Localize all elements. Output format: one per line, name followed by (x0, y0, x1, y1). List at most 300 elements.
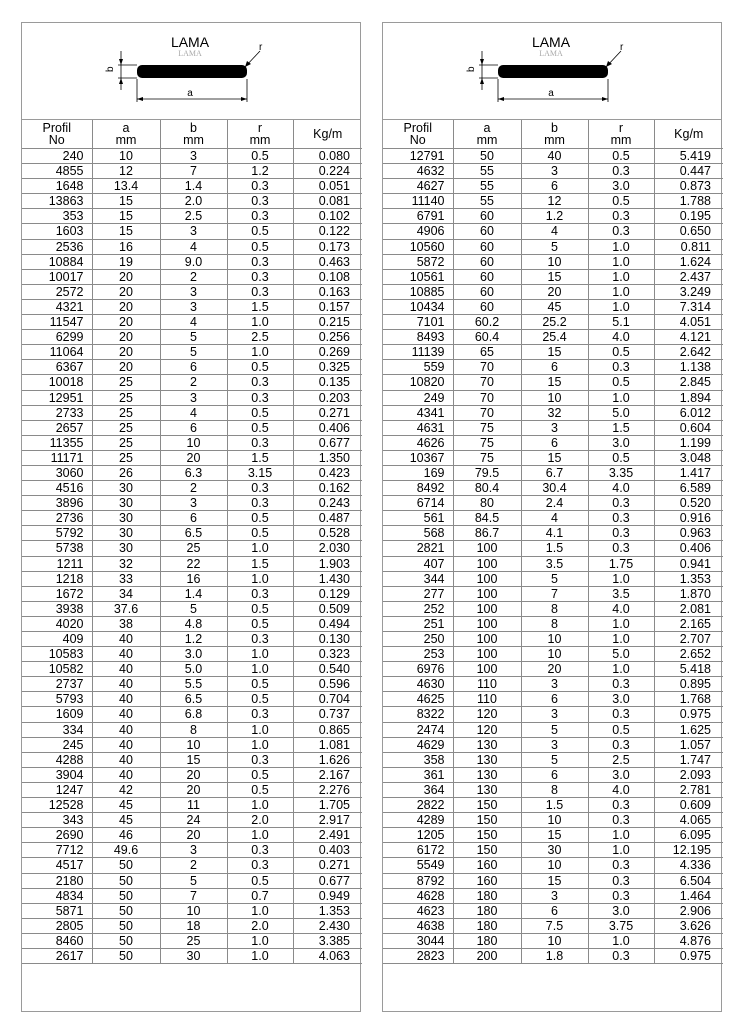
table-row (383, 677, 723, 692)
table-row (383, 511, 723, 526)
cell-r-mm: 0.3 (588, 707, 654, 722)
column-header-line1: a (122, 121, 130, 135)
cell-kg-per-m: 0.949 (293, 888, 362, 903)
cell-b-mm: 6 (521, 179, 588, 194)
table-row (22, 330, 362, 345)
column-header-line2: mm (544, 133, 565, 147)
cell-a-mm: 130 (453, 752, 521, 767)
cell-a-mm: 130 (453, 767, 521, 782)
cell-r-mm: 2.0 (227, 918, 293, 933)
cell-kg-per-m: 0.487 (293, 511, 362, 526)
cell-kg-per-m: 0.895 (654, 677, 723, 692)
cell-b-mm: 15 (521, 450, 588, 465)
header-row (22, 120, 362, 149)
cell-kg-per-m: 1.624 (654, 254, 723, 269)
table-row (22, 299, 362, 314)
cell-profil-no: 1218 (22, 571, 92, 586)
cell-b-mm: 30 (160, 948, 227, 963)
cell-profil-no: 169 (383, 465, 453, 480)
cell-a-mm: 40 (92, 752, 160, 767)
cell-r-mm: 0.3 (227, 632, 293, 647)
cell-profil-no: 3044 (383, 933, 453, 948)
cell-kg-per-m: 4.065 (654, 813, 723, 828)
cell-profil-no: 2736 (22, 511, 92, 526)
cell-kg-per-m: 1.057 (654, 737, 723, 752)
cell-a-mm: 49.6 (92, 843, 160, 858)
cell-r-mm: 1.5 (588, 420, 654, 435)
cell-r-mm: 0.5 (588, 194, 654, 209)
column-header-line1: r (257, 121, 263, 135)
table-row (383, 209, 723, 224)
table-row (383, 616, 723, 631)
cell-profil-no: 4516 (22, 481, 92, 496)
table-row (22, 903, 362, 918)
table-row (383, 647, 723, 662)
column-header-line1: b (190, 121, 197, 135)
table-row (22, 556, 362, 571)
cell-profil-no: 5738 (22, 541, 92, 556)
cell-kg-per-m: 1.705 (293, 798, 362, 813)
cell-r-mm: 0.5 (227, 616, 293, 631)
cell-b-mm: 22 (160, 556, 227, 571)
cell-r-mm: 1.0 (227, 798, 293, 813)
cell-r-mm: 0.3 (227, 209, 293, 224)
cell-a-mm: 13.4 (92, 179, 160, 194)
cell-r-mm: 0.3 (227, 435, 293, 450)
column-header-line1: Kg/m (674, 127, 704, 141)
column-header-line1: r (618, 121, 624, 135)
cell-a-mm: 25 (92, 375, 160, 390)
cell-r-mm: 0.3 (227, 390, 293, 405)
cell-profil-no: 5871 (22, 903, 92, 918)
cell-kg-per-m: 1.417 (654, 465, 723, 480)
table-row (383, 526, 723, 541)
cell-r-mm: 4.0 (588, 782, 654, 797)
cell-r-mm: 0.3 (227, 179, 293, 194)
cell-b-mm: 5 (521, 752, 588, 767)
cell-b-mm: 7 (160, 164, 227, 179)
cell-r-mm: 0.3 (227, 481, 293, 496)
table-row (22, 948, 362, 963)
cell-a-mm: 84.5 (453, 511, 521, 526)
cell-r-mm: 0.3 (227, 752, 293, 767)
cell-b-mm: 3 (160, 149, 227, 164)
table-row (383, 405, 723, 420)
cell-a-mm: 40 (92, 692, 160, 707)
cell-r-mm: 0.3 (588, 858, 654, 873)
cell-a-mm: 60.2 (453, 315, 521, 330)
cell-profil-no: 2572 (22, 284, 92, 299)
cell-kg-per-m: 1.464 (654, 888, 723, 903)
cell-kg-per-m: 2.030 (293, 541, 362, 556)
cell-kg-per-m: 0.596 (293, 677, 362, 692)
cell-a-mm: 40 (92, 707, 160, 722)
cell-kg-per-m: 2.093 (654, 767, 723, 782)
cell-r-mm: 0.5 (588, 450, 654, 465)
cell-kg-per-m: 0.243 (293, 496, 362, 511)
cell-kg-per-m: 1.894 (654, 390, 723, 405)
cell-profil-no: 8792 (383, 873, 453, 888)
cell-kg-per-m: 2.165 (654, 616, 723, 631)
table-row (383, 496, 723, 511)
cell-r-mm: 1.0 (227, 933, 293, 948)
cell-a-mm: 150 (453, 828, 521, 843)
cell-a-mm: 40 (92, 662, 160, 677)
cell-b-mm: 3 (160, 843, 227, 858)
cell-a-mm: 20 (92, 299, 160, 314)
table-row (383, 284, 723, 299)
cell-b-mm: 5.0 (160, 662, 227, 677)
cell-r-mm: 1.0 (588, 254, 654, 269)
cell-b-mm: 8 (521, 616, 588, 631)
cell-r-mm: 3.0 (588, 767, 654, 782)
cell-b-mm: 5 (521, 239, 588, 254)
r-label: r (259, 42, 263, 53)
cell-kg-per-m: 1.768 (654, 692, 723, 707)
cell-b-mm: 7 (521, 586, 588, 601)
cell-kg-per-m: 0.540 (293, 662, 362, 677)
cell-b-mm: 5 (160, 345, 227, 360)
cell-r-mm: 0.3 (588, 541, 654, 556)
cell-kg-per-m: 0.195 (654, 209, 723, 224)
cell-profil-no: 5793 (22, 692, 92, 707)
cell-r-mm: 0.5 (227, 405, 293, 420)
table-row (22, 511, 362, 526)
cell-profil-no: 8493 (383, 330, 453, 345)
table-row (383, 450, 723, 465)
cell-r-mm: 0.5 (227, 511, 293, 526)
cell-profil-no: 11139 (383, 345, 453, 360)
cell-profil-no: 3896 (22, 496, 92, 511)
cell-a-mm: 100 (453, 647, 521, 662)
cell-profil-no: 4906 (383, 224, 453, 239)
diagram-subtitle: LAMA (178, 49, 202, 58)
cell-b-mm: 6 (521, 435, 588, 450)
cell-r-mm: 1.0 (588, 571, 654, 586)
cell-a-mm: 110 (453, 692, 521, 707)
cell-profil-no: 10820 (383, 375, 453, 390)
cell-r-mm: 0.5 (227, 224, 293, 239)
cell-kg-per-m: 3.626 (654, 918, 723, 933)
cell-b-mm: 11 (160, 798, 227, 813)
cell-kg-per-m: 0.811 (654, 239, 723, 254)
cell-profil-no: 344 (383, 571, 453, 586)
cell-a-mm: 40 (92, 677, 160, 692)
cell-b-mm: 12 (521, 194, 588, 209)
column-header-line1: Kg/m (313, 127, 343, 141)
cell-profil-no: 334 (22, 722, 92, 737)
table-row (22, 722, 362, 737)
table-row (22, 888, 362, 903)
cell-kg-per-m: 2.707 (654, 632, 723, 647)
cell-profil-no: 10018 (22, 375, 92, 390)
cell-kg-per-m: 0.080 (293, 149, 362, 164)
cell-b-mm: 2 (160, 481, 227, 496)
cell-profil-no: 4628 (383, 888, 453, 903)
cell-b-mm: 10 (521, 813, 588, 828)
cell-a-mm: 100 (453, 601, 521, 616)
table-row (22, 798, 362, 813)
table-row (22, 420, 362, 435)
cell-b-mm: 3 (521, 737, 588, 752)
table-row (383, 556, 723, 571)
cell-kg-per-m: 0.737 (293, 707, 362, 722)
cell-a-mm: 80 (453, 496, 521, 511)
cell-kg-per-m: 0.865 (293, 722, 362, 737)
cell-kg-per-m: 0.130 (293, 632, 362, 647)
bar-cross-section (137, 65, 247, 78)
cell-profil-no: 13863 (22, 194, 92, 209)
cell-b-mm: 3.5 (521, 556, 588, 571)
cell-kg-per-m: 2.081 (654, 601, 723, 616)
cell-b-mm: 5 (521, 722, 588, 737)
cell-b-mm: 3 (160, 224, 227, 239)
cell-r-mm: 5.1 (588, 315, 654, 330)
cell-kg-per-m: 0.323 (293, 647, 362, 662)
cell-profil-no: 3904 (22, 767, 92, 782)
cell-r-mm: 0.5 (227, 420, 293, 435)
cell-profil-no: 364 (383, 782, 453, 797)
cell-r-mm: 0.3 (227, 843, 293, 858)
cell-r-mm: 0.3 (588, 813, 654, 828)
cell-a-mm: 50 (92, 948, 160, 963)
cell-profil-no: 1603 (22, 224, 92, 239)
cell-r-mm: 0.3 (588, 224, 654, 239)
cell-a-mm: 180 (453, 903, 521, 918)
cell-a-mm: 55 (453, 179, 521, 194)
cell-kg-per-m: 2.167 (293, 767, 362, 782)
table-row (383, 390, 723, 405)
cell-kg-per-m: 0.963 (654, 526, 723, 541)
cell-kg-per-m: 5.418 (654, 662, 723, 677)
cell-b-mm: 10 (521, 254, 588, 269)
cell-kg-per-m: 1.350 (293, 450, 362, 465)
cell-r-mm: 0.3 (227, 254, 293, 269)
cell-b-mm: 15 (521, 345, 588, 360)
cell-kg-per-m: 0.269 (293, 345, 362, 360)
cell-profil-no: 7101 (383, 315, 453, 330)
cell-kg-per-m: 12.195 (654, 843, 723, 858)
table-row (22, 405, 362, 420)
cell-a-mm: 45 (92, 813, 160, 828)
cell-profil-no: 240 (22, 149, 92, 164)
cell-profil-no: 1211 (22, 556, 92, 571)
cell-r-mm: 1.0 (588, 828, 654, 843)
cell-b-mm: 25.4 (521, 330, 588, 345)
left-table-panel (21, 22, 361, 1012)
cell-profil-no: 1205 (383, 828, 453, 843)
cell-b-mm: 6 (521, 767, 588, 782)
cell-r-mm: 1.5 (227, 299, 293, 314)
cell-profil-no: 1609 (22, 707, 92, 722)
diagram-subtitle: LAMA (539, 49, 563, 58)
cell-profil-no: 6976 (383, 662, 453, 677)
table-row (383, 692, 723, 707)
cell-kg-per-m: 0.203 (293, 390, 362, 405)
cell-profil-no: 2805 (22, 918, 92, 933)
flat-bar-drawing (383, 23, 721, 119)
cell-kg-per-m: 7.314 (654, 299, 723, 314)
table-row (22, 345, 362, 360)
column-header-kg-per-m (654, 120, 723, 149)
cell-kg-per-m: 0.423 (293, 465, 362, 480)
cell-profil-no: 2823 (383, 948, 453, 963)
cell-a-mm: 40 (92, 737, 160, 752)
cell-kg-per-m: 1.199 (654, 435, 723, 450)
cell-a-mm: 46 (92, 828, 160, 843)
cell-a-mm: 150 (453, 843, 521, 858)
cell-a-mm: 30 (92, 496, 160, 511)
column-header-b-mm (160, 120, 227, 149)
cell-kg-per-m: 0.102 (293, 209, 362, 224)
cell-a-mm: 180 (453, 933, 521, 948)
table-row (383, 194, 723, 209)
cell-a-mm: 12 (92, 164, 160, 179)
cell-profil-no: 5549 (383, 858, 453, 873)
cell-b-mm: 6 (160, 511, 227, 526)
cell-b-mm: 3 (160, 299, 227, 314)
cell-profil-no: 2737 (22, 677, 92, 692)
cell-a-mm: 16 (92, 239, 160, 254)
cell-r-mm: 0.3 (588, 526, 654, 541)
cell-b-mm: 4 (160, 315, 227, 330)
cell-kg-per-m: 0.604 (654, 420, 723, 435)
table-row (22, 496, 362, 511)
cell-a-mm: 60 (453, 269, 521, 284)
column-header-line1: a (483, 121, 491, 135)
cell-profil-no: 3938 (22, 601, 92, 616)
cell-kg-per-m: 3.048 (654, 450, 723, 465)
cell-a-mm: 70 (453, 375, 521, 390)
cell-b-mm: 10 (521, 858, 588, 873)
cell-a-mm: 50 (92, 903, 160, 918)
cell-kg-per-m: 6.504 (654, 873, 723, 888)
cell-kg-per-m: 6.012 (654, 405, 723, 420)
cell-r-mm: 5.0 (588, 647, 654, 662)
cell-b-mm: 6 (521, 360, 588, 375)
cell-a-mm: 38 (92, 616, 160, 631)
cell-b-mm: 15 (521, 828, 588, 843)
cell-b-mm: 7 (160, 888, 227, 903)
cell-profil-no: 6714 (383, 496, 453, 511)
column-header-kg-per-m (293, 120, 362, 149)
cell-r-mm: 1.0 (227, 315, 293, 330)
cell-profil-no: 251 (383, 616, 453, 631)
cell-r-mm: 0.5 (227, 526, 293, 541)
table-row (22, 541, 362, 556)
table-row (22, 360, 362, 375)
cell-b-mm: 6.7 (521, 465, 588, 480)
cell-r-mm: 1.0 (588, 239, 654, 254)
table-row (22, 662, 362, 677)
cell-profil-no: 250 (383, 632, 453, 647)
cell-a-mm: 65 (453, 345, 521, 360)
profile-table-left (22, 120, 362, 964)
table-row (383, 813, 723, 828)
cell-a-mm: 26 (92, 465, 160, 480)
table-row (22, 224, 362, 239)
cell-a-mm: 37.6 (92, 601, 160, 616)
table-row (383, 269, 723, 284)
cell-b-mm: 10 (521, 390, 588, 405)
cell-b-mm: 1.8 (521, 948, 588, 963)
cell-a-mm: 80.4 (453, 481, 521, 496)
cell-b-mm: 3 (521, 677, 588, 692)
cell-r-mm: 1.0 (588, 269, 654, 284)
cell-kg-per-m: 0.873 (654, 179, 723, 194)
cell-r-mm: 1.5 (227, 556, 293, 571)
cell-profil-no: 4623 (383, 903, 453, 918)
cell-a-mm: 20 (92, 284, 160, 299)
cell-r-mm: 4.0 (588, 481, 654, 496)
cell-kg-per-m: 0.108 (293, 269, 362, 284)
cell-b-mm: 45 (521, 299, 588, 314)
cell-b-mm: 15 (521, 375, 588, 390)
cell-a-mm: 100 (453, 616, 521, 631)
cell-r-mm: 3.0 (588, 435, 654, 450)
cell-b-mm: 2 (160, 858, 227, 873)
cell-b-mm: 6.8 (160, 707, 227, 722)
cell-r-mm: 0.3 (227, 858, 293, 873)
table-row (383, 918, 723, 933)
cell-a-mm: 20 (92, 315, 160, 330)
cell-profil-no: 249 (383, 390, 453, 405)
cell-a-mm: 50 (453, 149, 521, 164)
column-header-line2: mm (183, 133, 204, 147)
cell-a-mm: 60 (453, 224, 521, 239)
cell-b-mm: 2 (160, 375, 227, 390)
cell-r-mm: 0.3 (588, 677, 654, 692)
cell-kg-per-m: 0.650 (654, 224, 723, 239)
b-label: b (105, 66, 116, 72)
cell-kg-per-m: 0.494 (293, 616, 362, 631)
table-row (22, 526, 362, 541)
table-row (383, 873, 723, 888)
table-row (22, 465, 362, 480)
cell-profil-no: 11140 (383, 194, 453, 209)
cell-kg-per-m: 0.509 (293, 601, 362, 616)
cell-a-mm: 200 (453, 948, 521, 963)
cell-a-mm: 20 (92, 269, 160, 284)
cell-a-mm: 20 (92, 330, 160, 345)
cell-profil-no: 11355 (22, 435, 92, 450)
cell-profil-no: 10885 (383, 284, 453, 299)
table-body (383, 149, 723, 964)
table-row (383, 828, 723, 843)
cell-kg-per-m: 4.336 (654, 858, 723, 873)
cell-profil-no: 2617 (22, 948, 92, 963)
table-row (22, 692, 362, 707)
cell-a-mm: 120 (453, 707, 521, 722)
cell-profil-no: 12528 (22, 798, 92, 813)
table-row (383, 149, 723, 164)
table-row (383, 843, 723, 858)
cell-kg-per-m: 0.224 (293, 164, 362, 179)
cell-kg-per-m: 0.463 (293, 254, 362, 269)
cell-b-mm: 10 (521, 647, 588, 662)
right-table-panel (382, 22, 722, 1012)
cell-b-mm: 4 (521, 511, 588, 526)
cell-kg-per-m: 4.063 (293, 948, 362, 963)
cell-r-mm: 0.5 (588, 345, 654, 360)
cell-b-mm: 3.0 (160, 647, 227, 662)
cell-r-mm: 0.3 (227, 269, 293, 284)
cell-b-mm: 4.1 (521, 526, 588, 541)
cell-r-mm: 1.2 (227, 164, 293, 179)
cell-profil-no: 10884 (22, 254, 92, 269)
cell-a-mm: 50 (92, 858, 160, 873)
table-row (22, 435, 362, 450)
